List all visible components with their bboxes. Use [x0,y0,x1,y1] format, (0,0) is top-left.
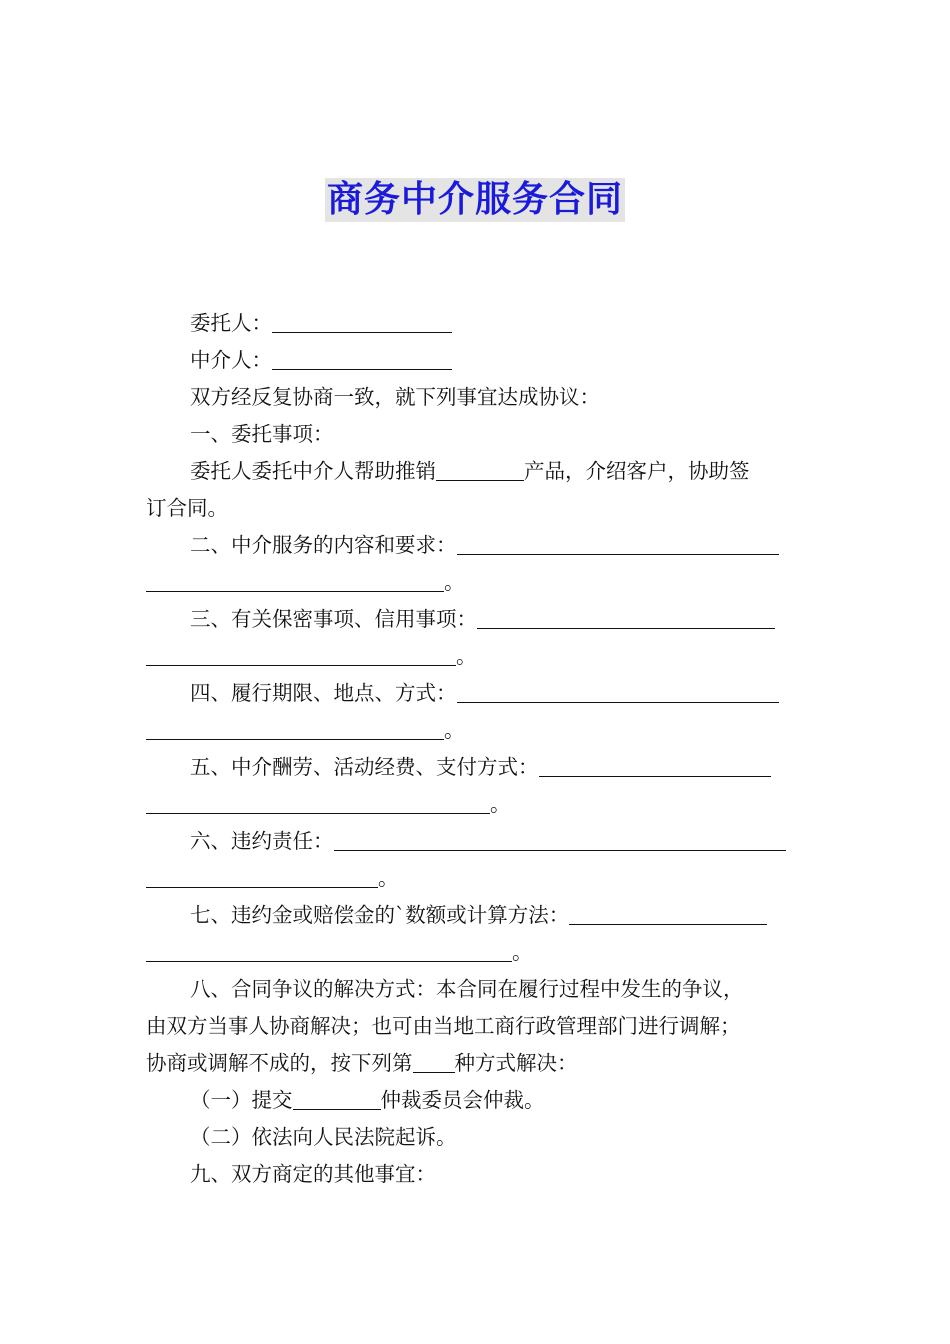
clause-principal [146,305,808,342]
clause-6-blank-1[interactable] [334,828,786,851]
clause-6 [146,823,808,897]
clause-8-text-b: 种方式解决： [454,1051,578,1075]
intermediary-label: 中介人： [190,348,272,372]
clause-5 [146,749,808,823]
option-1-text-b: 仲裁委员会仲裁。 [380,1088,545,1112]
arbitration-committee-blank[interactable] [293,1087,381,1110]
clause-8-line2: 由双方当事人协商解决；也可由当地工商行政管理部门进行调解； [146,1014,741,1038]
clause-8-line3: 协商或调解不成的，按下列第 [146,1051,413,1075]
clause-preamble [146,379,808,416]
clause-1-text: 一、委托事项： [190,422,334,446]
clause-3-period: 。 [456,644,477,668]
clause-7 [146,897,808,971]
clause-4-text: 四、履行期限、地点、方式： [190,681,457,705]
clause-1-body-text-b-line2: 订合同。 [146,496,228,520]
clause-9-text: 九、双方商定的其他事宜： [190,1162,436,1186]
clause-2 [146,527,808,601]
clause-intermediary [146,342,808,379]
clause-5-blank-2[interactable] [146,791,490,814]
clause-4-period: 。 [444,718,465,742]
clause-6-text: 六、违约责任： [190,829,334,853]
option-1-text-a: （一）提交 [190,1088,293,1112]
clause-1-body-text-b-line1: 产品，介绍客户，协助签 [524,459,750,483]
clause-3-blank-2[interactable] [146,643,456,666]
clause-1-heading [146,416,808,453]
clause-7-blank-1[interactable] [569,902,767,925]
clause-3 [146,601,808,675]
clause-1-body-text-a: 委托人委托中介人帮助推销 [190,459,436,483]
option-1 [146,1082,808,1119]
clause-7-period: 。 [512,940,533,964]
preamble-text: 双方经反复协商一致，就下列事宜达成协议： [190,385,600,409]
method-number-blank[interactable] [413,1050,455,1073]
clause-3-text: 三、有关保密事项、信用事项： [190,607,477,631]
clause-3-blank-1[interactable] [477,606,775,629]
clause-4-blank-1[interactable] [457,680,779,703]
title-container [0,178,950,222]
clause-7-blank-2[interactable] [146,939,512,962]
principal-blank[interactable] [272,310,452,333]
clause-5-blank-1[interactable] [539,754,771,777]
document-title: 商务中介服务合同 [326,179,623,220]
document-body [146,305,808,1193]
principal-label: 委托人： [190,311,272,335]
clause-2-blank-1[interactable] [457,532,779,555]
clause-4-blank-2[interactable] [146,717,444,740]
clause-8-line1: 八、合同争议的解决方式：本合同在履行过程中发生的争议， [190,977,744,1001]
product-blank[interactable] [436,458,524,481]
clause-2-blank-2[interactable] [146,569,444,592]
option-2-text: （二）依法向人民法院起诉。 [190,1125,457,1149]
clause-1-body [146,453,808,527]
clause-2-period: 。 [444,570,465,594]
clause-4 [146,675,808,749]
clause-8 [146,971,808,1082]
clause-6-blank-2[interactable] [146,865,378,888]
intermediary-blank[interactable] [272,347,452,370]
clause-7-text: 七、违约金或赔偿金的`数额或计算方法： [190,903,570,927]
clause-6-period: 。 [378,866,399,890]
clause-5-period: 。 [490,792,511,816]
clause-5-text: 五、中介酬劳、活动经费、支付方式： [190,755,539,779]
clause-2-text: 二、中介服务的内容和要求： [190,533,457,557]
option-2 [146,1119,808,1156]
clause-9 [146,1156,808,1193]
